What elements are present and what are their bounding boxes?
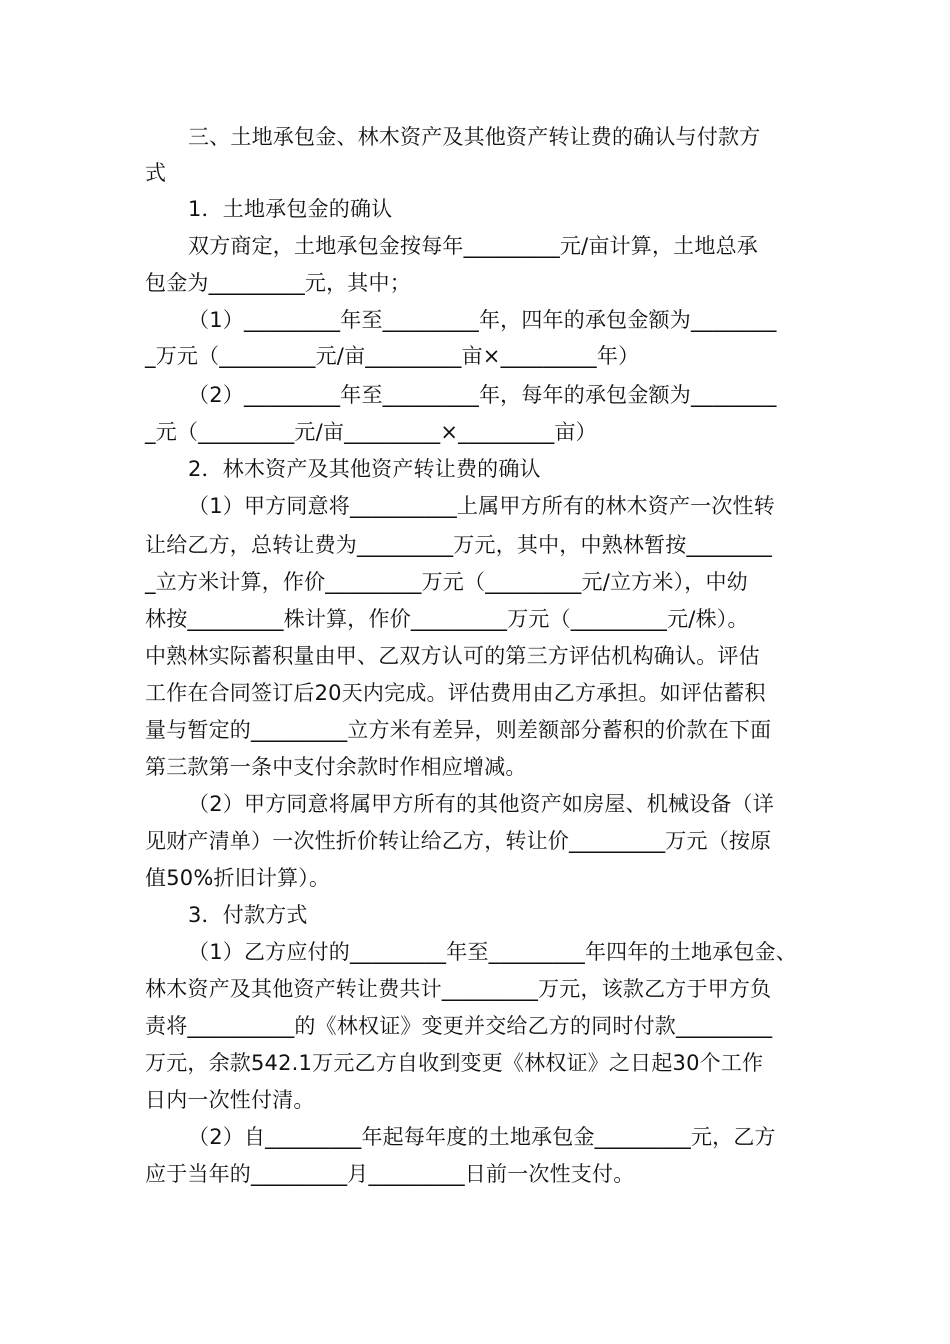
section-heading-cont: 式 xyxy=(145,161,167,185)
section-heading: 三、土地承包金、林木资产及其他资产转让费的确认与付款方 xyxy=(188,125,761,149)
paragraph-line: 责将__________的《林权证》变更并交给乙方的同时付款_________ xyxy=(145,1014,773,1038)
paragraph-line: 林按_________株计算，作价_________万元（_________元/株）。 xyxy=(145,607,749,631)
paragraph-line: _立方米计算，作价_________万元（_________元/立方米），中幼 xyxy=(145,570,748,594)
paragraph-line: （1）甲方同意将__________上属甲方所有的林木资产一次性转 xyxy=(188,494,775,518)
paragraph-line: （1）_________年至_________年，四年的承包金额为________ xyxy=(188,308,777,332)
paragraph-line: 万元，余款542.1万元乙方自收到变更《林权证》之日起30个工作 xyxy=(145,1051,764,1075)
paragraph-line: _万元（_________元/亩_________亩×_________年） xyxy=(145,344,640,368)
paragraph-line: （2）甲方同意将属甲方所有的其他资产如房屋、机械设备（详 xyxy=(188,792,774,816)
subheading-1: 1．土地承包金的确认 xyxy=(188,197,393,221)
paragraph-line: （1）乙方应付的_________年至_________年四年的土地承包金、 xyxy=(188,940,797,964)
paragraph-line: 量与暂定的_________立方米有差异，则差额部分蓄积的价款在下面 xyxy=(145,718,772,742)
paragraph-line: 林木资产及其他资产转让费共计_________万元，该款乙方于甲方负 xyxy=(145,977,772,1001)
paragraph-line: 中熟林实际蓄积量由甲、乙双方认可的第三方评估机构确认。评估 xyxy=(145,644,760,668)
paragraph-line: 日内一次性付清。 xyxy=(145,1088,315,1112)
paragraph-line: 值50%折旧计算）。 xyxy=(145,866,331,890)
paragraph-line: 见财产清单）一次性折价转让给乙方，转让价_________万元（按原 xyxy=(145,829,772,853)
paragraph-line: 工作在合同签订后20天内完成。评估费用由乙方承担。如评估蓄积 xyxy=(145,681,766,705)
subheading-3: 3．付款方式 xyxy=(188,903,308,927)
subheading-2: 2．林木资产及其他资产转让费的确认 xyxy=(188,457,541,481)
paragraph-line: 包金为_________元，其中； xyxy=(145,271,411,295)
paragraph-line: （2）_________年至_________年，每年的承包金额为________ xyxy=(188,383,777,407)
paragraph-line: 第三款第一条中支付余款时作相应增减。 xyxy=(145,755,527,779)
paragraph-line: 双方商定，土地承包金按每年_________元/亩计算，土地总承 xyxy=(188,234,758,258)
paragraph-line: _元（_________元/亩_________×_________亩） xyxy=(145,420,597,444)
paragraph-line: 让给乙方，总转让费为_________万元，其中，中熟林暂按________ xyxy=(145,533,773,557)
paragraph-line: （2）自_________年起每年度的土地承包金_________元，乙方 xyxy=(188,1125,776,1149)
paragraph-line: 应于当年的_________月_________日前一次性支付。 xyxy=(145,1162,635,1186)
